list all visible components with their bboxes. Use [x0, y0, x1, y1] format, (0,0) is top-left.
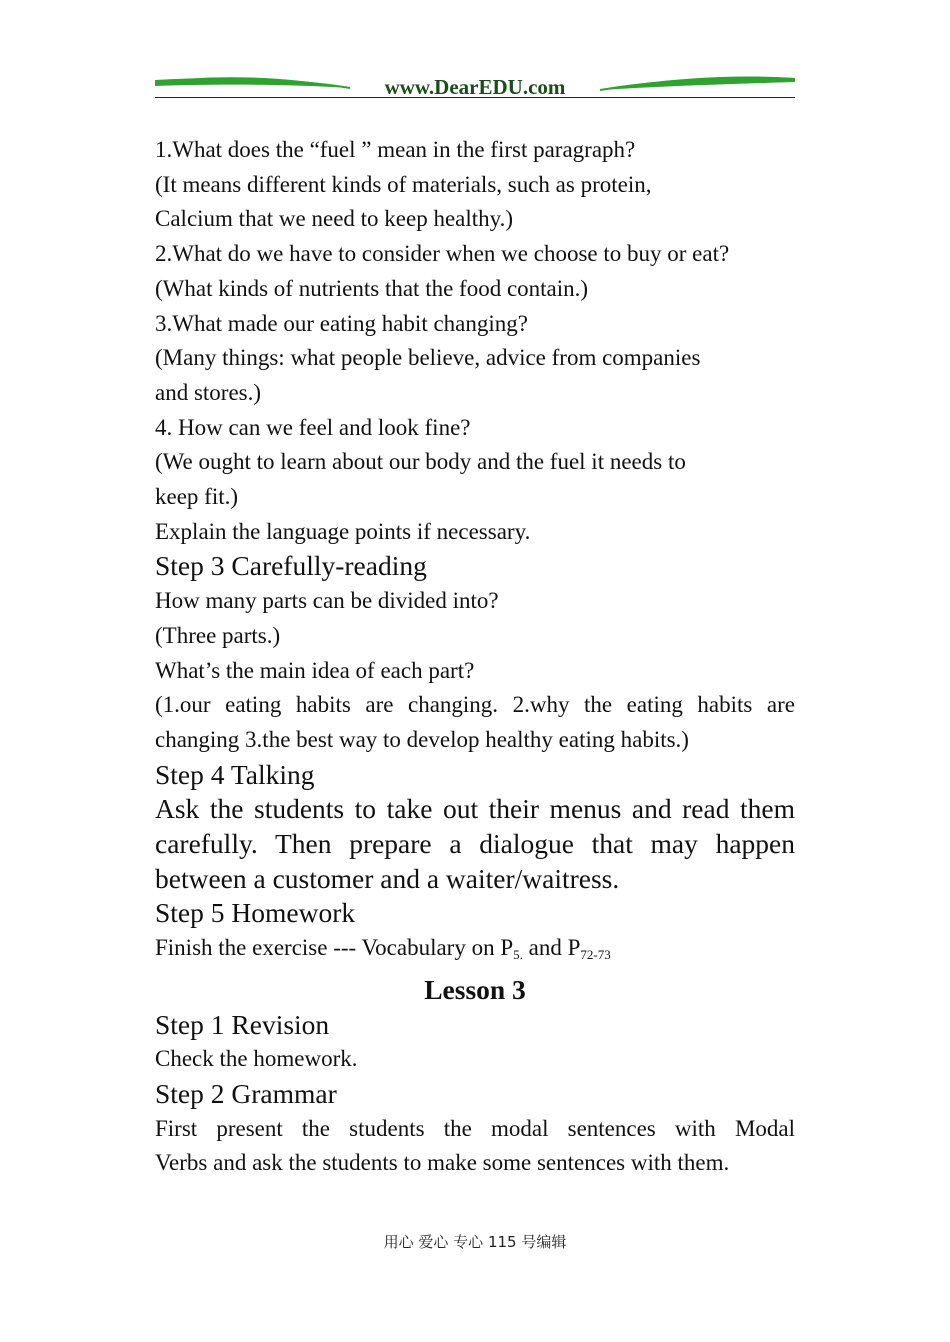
step-1-heading: Step 1 Revision: [155, 1008, 330, 1040]
header-rule: [155, 97, 795, 98]
document-body: [155, 133, 795, 1181]
header-banner: [155, 70, 795, 100]
page-header: [155, 70, 795, 100]
step-3-answer-2: [155, 688, 795, 757]
step-2-text-line-1: First present the students the modal sentences with Modal: [155, 1115, 795, 1141]
answer-3-line-1: (Many things: what people believe, advice from companies: [155, 345, 701, 371]
step-2-text-line-2: Verbs and ask the students to make some sentences with them.: [155, 1150, 730, 1176]
answer-3-line-2: and stores.): [155, 379, 262, 405]
step-4-text: [155, 792, 795, 896]
step-4-text-line-1: Ask the students to take out their menus and read them: [155, 793, 795, 825]
step-1-text: Check the homework.: [155, 1046, 358, 1072]
step-3-question-1: How many parts can be divided into?: [155, 588, 499, 614]
page-footer: 用心 爱心 专心 115 号编辑: [383, 1233, 567, 1251]
question-3: 3.What made our eating habit changing?: [155, 310, 528, 336]
question-4: 4. How can we feel and look fine?: [155, 414, 471, 440]
site-name: www.DearEDU.com: [384, 75, 566, 99]
answer-4-line-1: (We ought to learn about our body and the fuel it needs to: [155, 449, 686, 475]
step-3-answer-2-line-1: (1.our eating habits are changing. 2.why the eating habits are: [155, 692, 795, 718]
step-3-answer-2-line-2: changing 3.the best way to develop healthy eating habits.): [155, 726, 689, 752]
homework-page-1: 5.: [513, 947, 523, 963]
lesson-title: Lesson 3: [424, 973, 526, 1005]
homework-text-and: and P: [522, 935, 581, 961]
step-2-text: [155, 1112, 795, 1181]
homework-text: [155, 931, 795, 973]
answer-1-line-2: Calcium that we need to keep healthy.): [155, 206, 514, 232]
question-2: 2.What do we have to consider when we choose to buy or eat?: [155, 241, 730, 267]
question-1: 1.What does the “fuel ” mean in the first paragraph?: [155, 137, 636, 162]
step-4-heading: Step 4 Talking: [155, 758, 315, 790]
homework-page-2: 72-73: [580, 947, 611, 963]
instruction-language-points: Explain the language points if necessary.: [155, 518, 531, 544]
answer-1-line-1: (It means different kinds of materials, such as protein,: [155, 171, 652, 197]
step-3-question-2: What’s the main idea of each part?: [155, 657, 475, 683]
step-5-heading: Step 5 Homework: [155, 897, 356, 929]
step-2-heading: Step 2 Grammar: [155, 1077, 337, 1109]
step-4-text-line-2: carefully. Then prepare a dialogue that may happen: [155, 828, 795, 860]
step-3-answer-1: (Three parts.): [155, 622, 281, 648]
answer-2: (What kinds of nutrients that the food contain.): [155, 275, 589, 301]
answer-4-line-2: keep fit.): [155, 484, 239, 510]
step-3-heading: Step 3 Carefully-reading: [155, 550, 427, 582]
homework-text-main: Finish the exercise --- Vocabulary on P: [155, 935, 514, 961]
step-4-text-line-3: between a customer and a waiter/waitress.: [155, 862, 620, 894]
